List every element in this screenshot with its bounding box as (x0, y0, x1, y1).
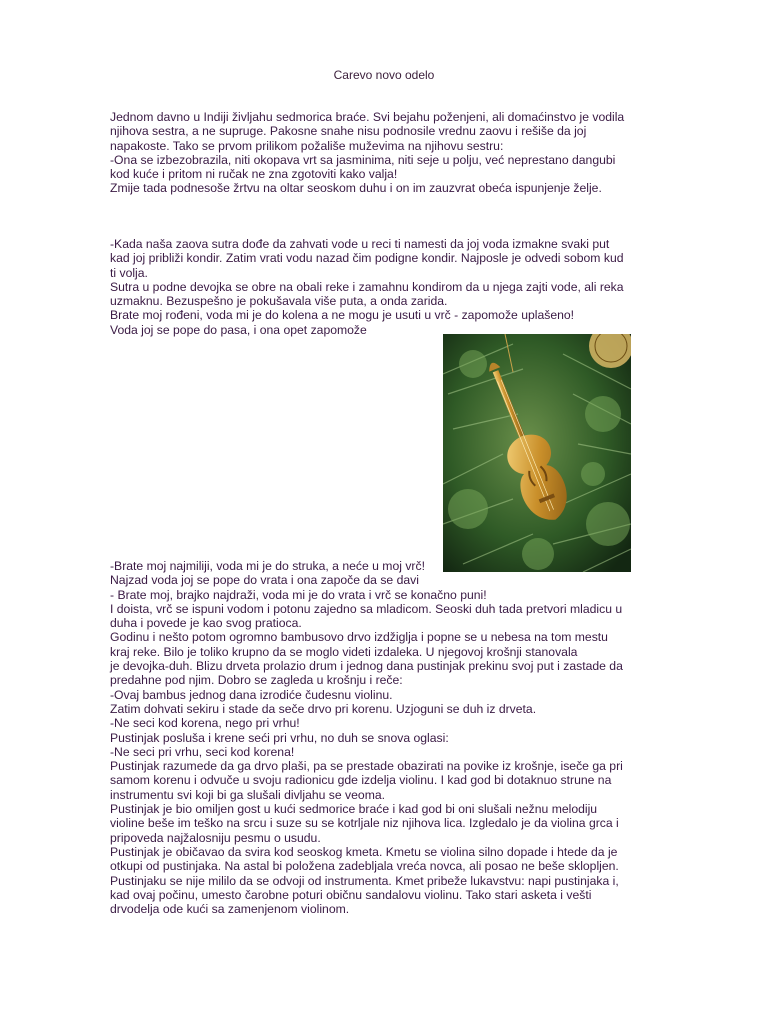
text-line: Voda joj se pope do pasa, i ona opet zapomože (110, 322, 367, 337)
text-line: I doista, vrč se ispuni vodom i potonu zajedno sa mladicom. Seoski duh tada pretvori mladicu u (110, 601, 623, 616)
text-line: predahne pod njim. Dobro se zagleda u krošnju i reče: (110, 673, 403, 688)
text-line: -Kada naša zaova sutra dođe da zahvati vode u reci ti namesti da joj voda izmakne svaki put (110, 237, 610, 251)
text-line: otkupi od pustinjaka. Na astal bi položena zadebljala vreća novca, ali posao ne beše sklopljen. (110, 859, 619, 874)
text-line: uzmaknu. Bezuspešno je pokušavala više puta, a onda zarida. (110, 294, 448, 309)
paragraph-2 (110, 237, 658, 337)
text-line: Zmije tada podnesoše žrtvu na oltar seoskom duhu i on im zauzvrat obeća ispunjenje želje. (110, 181, 602, 196)
text-line: kod kuće i pritom ni ručak ne zna zgotoviti kako valja! (110, 167, 398, 182)
text-line: - Brate moj, brajko najdraži, voda mi je do vrata i vrč se konačno puni! (110, 587, 487, 602)
text-line: Brate moj rođeni, voda mi je do kolena a ne mogu je usuti u vrč - zapomože uplašeno! (110, 308, 575, 323)
text-line: napakoste. Tako se prvom prilikom požališe muževima na njihovu sestru: (110, 138, 504, 153)
text-line: Pustinjak je običavao da svira kod seoskog kmeta. Kmetu se violina silno dopade i htede da je (110, 844, 618, 859)
text-line: drvodelja ode kući sa zamenjenom violinom. (110, 902, 350, 917)
text-line: Godinu i nešto potom ogromno bambusovo drvo izdžiglja i popne se u nebesa na tom mestu (110, 630, 608, 645)
text-line: violine beše im teško na srcu i suze su se kotrljale niz njihova lica. Izgledalo je da violina grca i (110, 816, 619, 831)
text-line: njihova sestra, a ne supruge. Pakosne snahe nisu podnosile vrednu zaovu i rešiše da joj (110, 124, 587, 139)
paragraph-3 (110, 559, 658, 916)
text-line: kraj reke. Bilo je toliko krupno da se moglo videti izdaleka. U njegovoj krošnji stanovala (110, 644, 578, 659)
text-line: samom korenu i odvuče u svoju radionicu gde izdelja violinu. I kad god bi dotaknuo strune na (110, 773, 612, 788)
text-line: je devojka-duh. Blizu drveta prolazio drum i jednog dana pustinjak prekinu svoj put i zastade da (110, 659, 623, 674)
text-line: ti volja. (110, 265, 148, 280)
text-line: Pustinjak razumede da ga drvo plaši, pa se prestade obazirati na povike iz krošnje, iseče ga pri (110, 759, 623, 774)
text-line: Jednom davno u Indiji življahu sedmorica braće. Svi bejahu poženjeni, ali domaćinstvo je vodila (110, 110, 625, 124)
text-line: Pustinjaku se nije mililo da se odvoji od instrumenta. Kmet pribeže lukavstvu: napi pustinjaka i, (110, 873, 619, 888)
text-line: kad joj približi kondir. Zatim vrati vodu nazad čim podigne kondir. Najposle je odvedi sobom kud (110, 251, 624, 266)
text-line: -Brate moj najmiliji, voda mi je do struka, a neće u moj vrč! (110, 559, 425, 573)
text-line: -Ovaj bambus jednog dana izrodiće čudesnu violinu. (110, 687, 393, 702)
text-line: instrumentu svi koji bi ga slušali divljahu se veoma. (110, 787, 386, 802)
text-line: duha i povede je kao svog pratioca. (110, 616, 302, 631)
text-line: Pustinjak je bio omiljen gost u kući sedmorice braće i kad god bi oni slušali nežnu melodiju (110, 802, 598, 817)
text-line: Najzad voda joj se pope do vrata i ona započe da se davi (110, 573, 419, 588)
violin-ornament-photo (443, 334, 631, 572)
text-line: -Ne seci pri vrhu, seci kod korena! (110, 744, 295, 759)
text-line: -Ona se izbezobrazila, niti okopava vrt sa jasminima, niti seje u polju, već neprestano dangubi (110, 152, 616, 167)
text-line: Pustinjak posluša i krene seći pri vrhu, no duh se snova oglasi: (110, 730, 449, 745)
document-title: Carevo novo odelo (333, 68, 435, 82)
text-line: Sutra u podne devojka se obre na obali reke i zamahnu kondirom da u njega zajti vode, ali reka (110, 279, 624, 294)
text-line: -Ne seci kod korena, nego pri vrhu! (110, 716, 300, 731)
text-line: kad ovaj počinu, umesto čarobne poturi običnu sandalovu violinu. Tako stari asketa i vešti (110, 887, 592, 902)
text-line: pripoveda najžalosniju pesmu o usudu. (110, 830, 321, 845)
text-line: Zatim dohvati sekiru i stade da seče drvo pri korenu. Uzjoguni se duh iz drveta. (110, 701, 537, 716)
paragraph-1 (110, 110, 658, 196)
